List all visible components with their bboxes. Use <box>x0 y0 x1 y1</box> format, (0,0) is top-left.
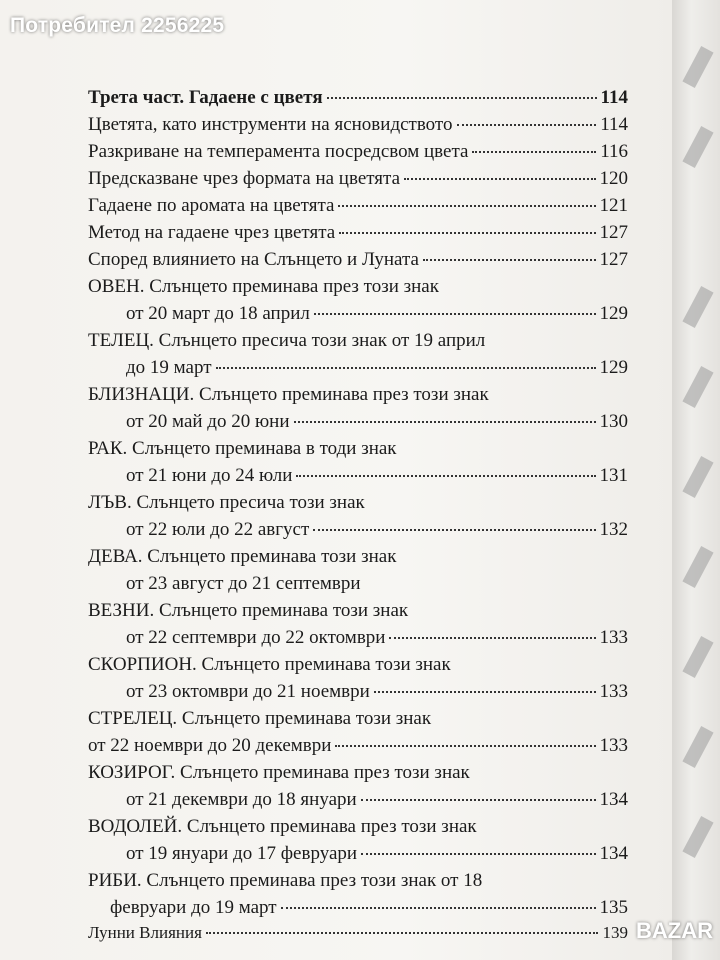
leader-dots <box>361 799 596 801</box>
sign-date-line <box>88 462 628 489</box>
adjacent-page-edge <box>672 0 720 960</box>
toc-entry-page: 127 <box>599 249 628 270</box>
sign-title-line <box>88 651 628 678</box>
sign-page: 129 <box>599 357 628 378</box>
sign-date-line <box>88 732 628 759</box>
toc-entry <box>88 111 628 138</box>
leader-dots <box>327 97 597 99</box>
sign-date-line <box>88 624 628 651</box>
leader-dots <box>389 637 595 639</box>
sign-title: ВОДОЛЕЙ. Слънцето преминава през този знак <box>88 816 477 837</box>
toc-entry-title: Предсказване чрез формата на цветята <box>88 168 401 189</box>
sign-page: 129 <box>599 303 628 324</box>
toc-entry-page: 139 <box>602 923 628 942</box>
sign-title-line <box>88 543 628 570</box>
sign-title-line <box>88 759 628 786</box>
sign-title-line <box>88 435 628 462</box>
leader-dots <box>374 691 596 693</box>
sign-dates: от 21 юни до 24 юли <box>126 465 293 486</box>
toc-entry-title: Гадаене по аромата на цветята <box>88 195 335 216</box>
leader-dots <box>313 529 595 531</box>
sign-title-line <box>88 327 628 354</box>
toc-entry-page: 116 <box>600 141 628 162</box>
bazar-logo: BAZAR <box>636 918 713 943</box>
toc-entry-page: 127 <box>599 222 628 243</box>
sign-page: 135 <box>599 897 628 918</box>
leader-dots <box>339 232 595 234</box>
toc-entry <box>88 138 628 165</box>
sign-title: СТРЕЛЕЦ. Слънцето преминава този знак <box>88 708 432 729</box>
sign-page: 131 <box>599 465 628 486</box>
toc-entry-title: Цветята, като инструменти на ясновидството <box>88 114 453 135</box>
leader-dots <box>338 205 595 207</box>
toc-entry-title: Разкриване на темперамента посредсвом цвета <box>88 141 469 162</box>
toc-entry-title: Лунни Влияния <box>88 923 202 942</box>
sign-page: 133 <box>599 627 628 648</box>
leader-dots <box>472 151 596 153</box>
sign-title-line <box>88 489 628 516</box>
sign-date-line <box>88 786 628 813</box>
sign-title: ДЕВА. Слънцето преминава този знак <box>88 546 397 567</box>
sign-title-line <box>88 867 628 894</box>
toc-entry <box>88 219 628 246</box>
sign-title-line <box>88 273 628 300</box>
sign-title: ЛЪВ. Слънцето пресича този знак <box>88 492 365 513</box>
sign-title-line <box>88 705 628 732</box>
toc-entry <box>88 246 628 273</box>
sign-page: 133 <box>599 735 628 756</box>
sign-date-line <box>88 300 628 327</box>
user-watermark: Потребител 2256225 <box>10 14 225 37</box>
sign-dates: от 23 октомври до 21 ноември <box>126 681 370 702</box>
leader-dots <box>335 745 595 747</box>
sign-date-line <box>88 678 628 705</box>
sign-title: ВЕЗНИ. Слънцето преминава този знак <box>88 600 409 621</box>
sign-dates: от 23 август до 21 септември <box>126 573 361 594</box>
sign-page: 134 <box>599 843 628 864</box>
sign-dates: от 22 ноември до 20 декември <box>88 735 332 756</box>
sign-title-line <box>88 597 628 624</box>
sign-dates: февруари до 19 март <box>110 897 277 918</box>
leader-dots <box>294 421 596 423</box>
leader-dots <box>206 932 598 934</box>
toc-entry-lunar <box>88 921 628 945</box>
sign-date-line <box>88 840 628 867</box>
sign-date-line <box>88 570 628 597</box>
sign-page: 134 <box>599 789 628 810</box>
leader-dots <box>423 259 596 261</box>
leader-dots <box>361 853 595 855</box>
leader-dots <box>404 178 595 180</box>
sign-title: СКОРПИОН. Слънцето преминава този знак <box>88 654 451 675</box>
toc-entry-page: 120 <box>599 168 628 189</box>
toc-entry-page: 121 <box>599 195 628 216</box>
sign-date-line <box>88 408 628 435</box>
sign-title: ОВЕН. Слънцето преминава през този знак <box>88 276 439 297</box>
table-of-contents <box>88 84 628 945</box>
sign-dates: от 20 март до 18 април <box>126 303 310 324</box>
sign-title: БЛИЗНАЦИ. Слънцето преминава през този знак <box>88 384 489 405</box>
leader-dots <box>457 124 597 126</box>
sign-page: 130 <box>599 411 628 432</box>
toc-entry <box>88 165 628 192</box>
sign-title: РИБИ. Слънцето преминава през този знак от 18 <box>88 870 483 891</box>
sign-dates: от 22 юли до 22 август <box>126 519 310 540</box>
toc-heading-row <box>88 84 628 111</box>
leader-dots <box>281 907 596 909</box>
toc-entry-page: 114 <box>600 114 628 135</box>
sign-page: 133 <box>599 681 628 702</box>
sign-title-line <box>88 813 628 840</box>
leader-dots <box>216 367 596 369</box>
toc-heading-page: 114 <box>600 87 628 108</box>
toc-heading-title: Трета част. Гадаене с цветя <box>88 87 323 108</box>
leader-dots <box>314 313 596 315</box>
sign-title: КОЗИРОГ. Слънцето преминава през този знак <box>88 762 470 783</box>
sign-date-line <box>88 516 628 543</box>
sign-dates: от 22 септември до 22 октомври <box>126 627 386 648</box>
sign-title: ТЕЛЕЦ. Слънцето пресича този знак от 19 април <box>88 330 486 351</box>
sign-dates: от 20 май до 20 юни <box>126 411 290 432</box>
sign-page: 132 <box>599 519 628 540</box>
sign-dates: от 21 декември до 18 януари <box>126 789 357 810</box>
sign-title-line <box>88 381 628 408</box>
sign-title: РАК. Слънцето преминава в тоди знак <box>88 438 397 459</box>
sign-dates: от 19 януари до 17 февруари <box>126 843 358 864</box>
toc-entry-title: Метод на гадаене чрез цветята <box>88 222 336 243</box>
sign-date-line <box>88 354 628 381</box>
sign-dates: до 19 март <box>126 357 212 378</box>
toc-entry <box>88 192 628 219</box>
sign-date-line <box>88 894 628 921</box>
toc-entry-title: Според влиянието на Слънцето и Луната <box>88 249 419 270</box>
leader-dots <box>296 475 595 477</box>
